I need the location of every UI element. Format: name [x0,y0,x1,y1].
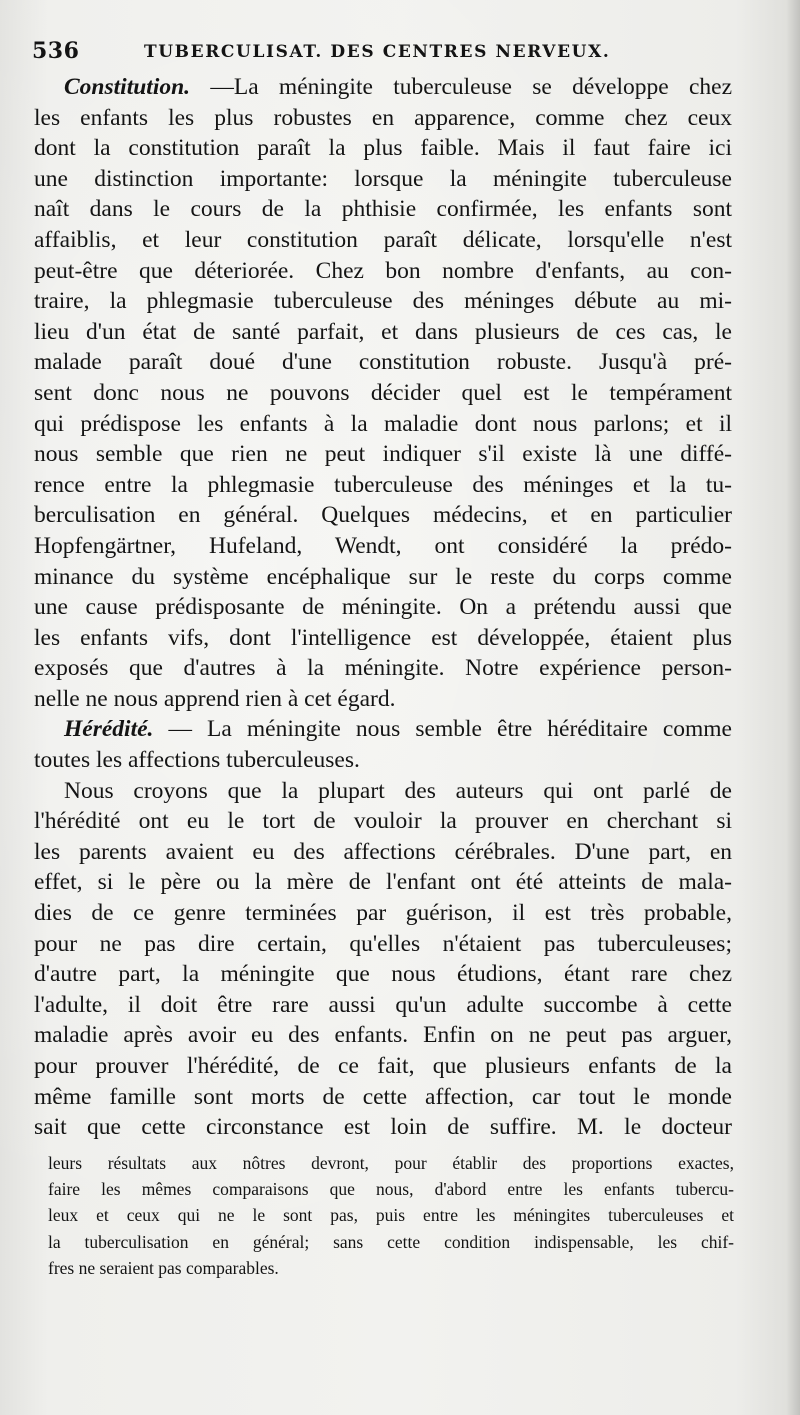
text-line: affaiblis, et leur constitution paraît délicate, lorsqu'elle n'est [34,226,732,253]
text-line: sait que cette circonstance est loin de suffire. M. le docteur [34,1114,732,1141]
text-line: Hopfengärtner, Hufeland, Wendt, ont considéré la prédo- [34,532,732,559]
text-line: rence entre la phlegmasie tuberculeuse des méninges et la tu- [34,471,732,498]
main-text [34,72,732,1143]
text-line: d'autre part, la méningite que nous étudions, étant rare chez [34,961,732,988]
text-line: nous semble que rien ne peut indiquer s'il existe là une diffé- [34,441,732,468]
text-line: dies de ce genre terminées par guérison, il est très probable, [34,900,732,927]
text-line: les enfants les plus robustes en apparence, comme chez ceux [34,104,732,131]
text-line: Nous croyons que la plupart des auteurs qui ont parlé de [64,777,732,804]
text-line: l'hérédité ont eu le tort de vouloir la prouver en cherchant si [34,808,732,835]
text-line: naît dans le cours de la phthisie confirmée, les enfants sont [34,196,732,223]
text-line: berculisation en général. Quelques médecins, et en particulier [34,502,732,529]
text-line: malade paraît doué d'une constitution robuste. Jusqu'à pré- [34,349,732,376]
text-line: nelle ne nous apprend rien à cet égard. [34,685,396,712]
page-number: 536 [32,38,80,64]
text-line: traire, la phlegmasie tuberculeuse des méninges débute au mi- [34,288,732,315]
text-line: les enfants vifs, dont l'intelligence est développée, étaient plus [34,624,732,651]
text-line-content: — La méningite nous semble être héréditaire comme [153,716,732,743]
text-line: maladie après avoir eu des enfants. Enfin on ne peut pas arguer, [34,1022,732,1049]
footnote-line: la tuberculisation en général; sans cette condition indispensable, les chif- [48,1231,734,1252]
page-edge-shadow [786,0,800,1415]
text-line: qui prédispose les enfants à la maladie dont nous parlons; et il [34,410,732,437]
footnote-line: leux et ceux qui ne le sont pas, puis entre les méningites tuberculeuses et [48,1205,734,1226]
text-line: une cause prédisposante de méningite. On a prétendu aussi que [34,594,732,621]
footnote-line: leurs résultats aux nôtres devront, pour établir des proportions exactes, [48,1153,734,1173]
text-line: une distinction importante: lorsque la méningite tuberculeuse [34,165,732,192]
text-line: sent donc nous ne pouvons décider quel est le tempérament [34,379,732,406]
footnote-line: faire les mêmes comparaisons que nous, d'abord entre les enfants tubercu- [48,1179,734,1200]
text-line: effet, si le père ou la mère de l'enfant ont été atteints de mala- [34,869,732,896]
text-line: pour prouver l'hérédité, de ce fait, que plusieurs enfants de la [34,1053,732,1079]
text-line: dont la constitution paraît la plus faible. Mais il faut faire ici [34,135,732,162]
section-heading-heredite: Hérédité. [64,716,154,743]
text-line: l'adulte, il doit être rare aussi qu'un adulte succombe à cette [34,991,732,1018]
footnote-line: fres ne seraient pas comparables. [48,1257,279,1278]
text-line: exposés que d'autres à la méningite. Notre expérience person- [34,655,732,682]
page-header [32,38,732,68]
section-heading-constitution: Constitution. [64,74,191,100]
text-line: les parents avaient eu des affections cérébrales. D'une part, en [34,838,732,865]
text-line [34,714,732,745]
text-line [34,72,732,103]
text-line: pour ne pas dire certain, qu'elles n'étaient pas tuberculeuses; [34,930,732,957]
footnote [48,1150,734,1281]
text-line: même famille sont morts de cette affection, car tout le monde [34,1083,732,1110]
text-line: peut-être que déteriorée. Chez bon nombre d'enfants, au con- [34,257,732,284]
running-title: TUBERCULISAT. DES CENTRES NERVEUX. [144,42,611,62]
text-line: minance du système encéphalique sur le reste du corps comme [34,563,732,590]
text-line: lieu d'un état de santé parfait, et dans plusieurs de ces cas, le [34,318,732,345]
text-line-content: —La méningite tuberculeuse se développe chez [190,74,732,100]
text-line: toutes les affections tuberculeuses. [34,747,360,774]
